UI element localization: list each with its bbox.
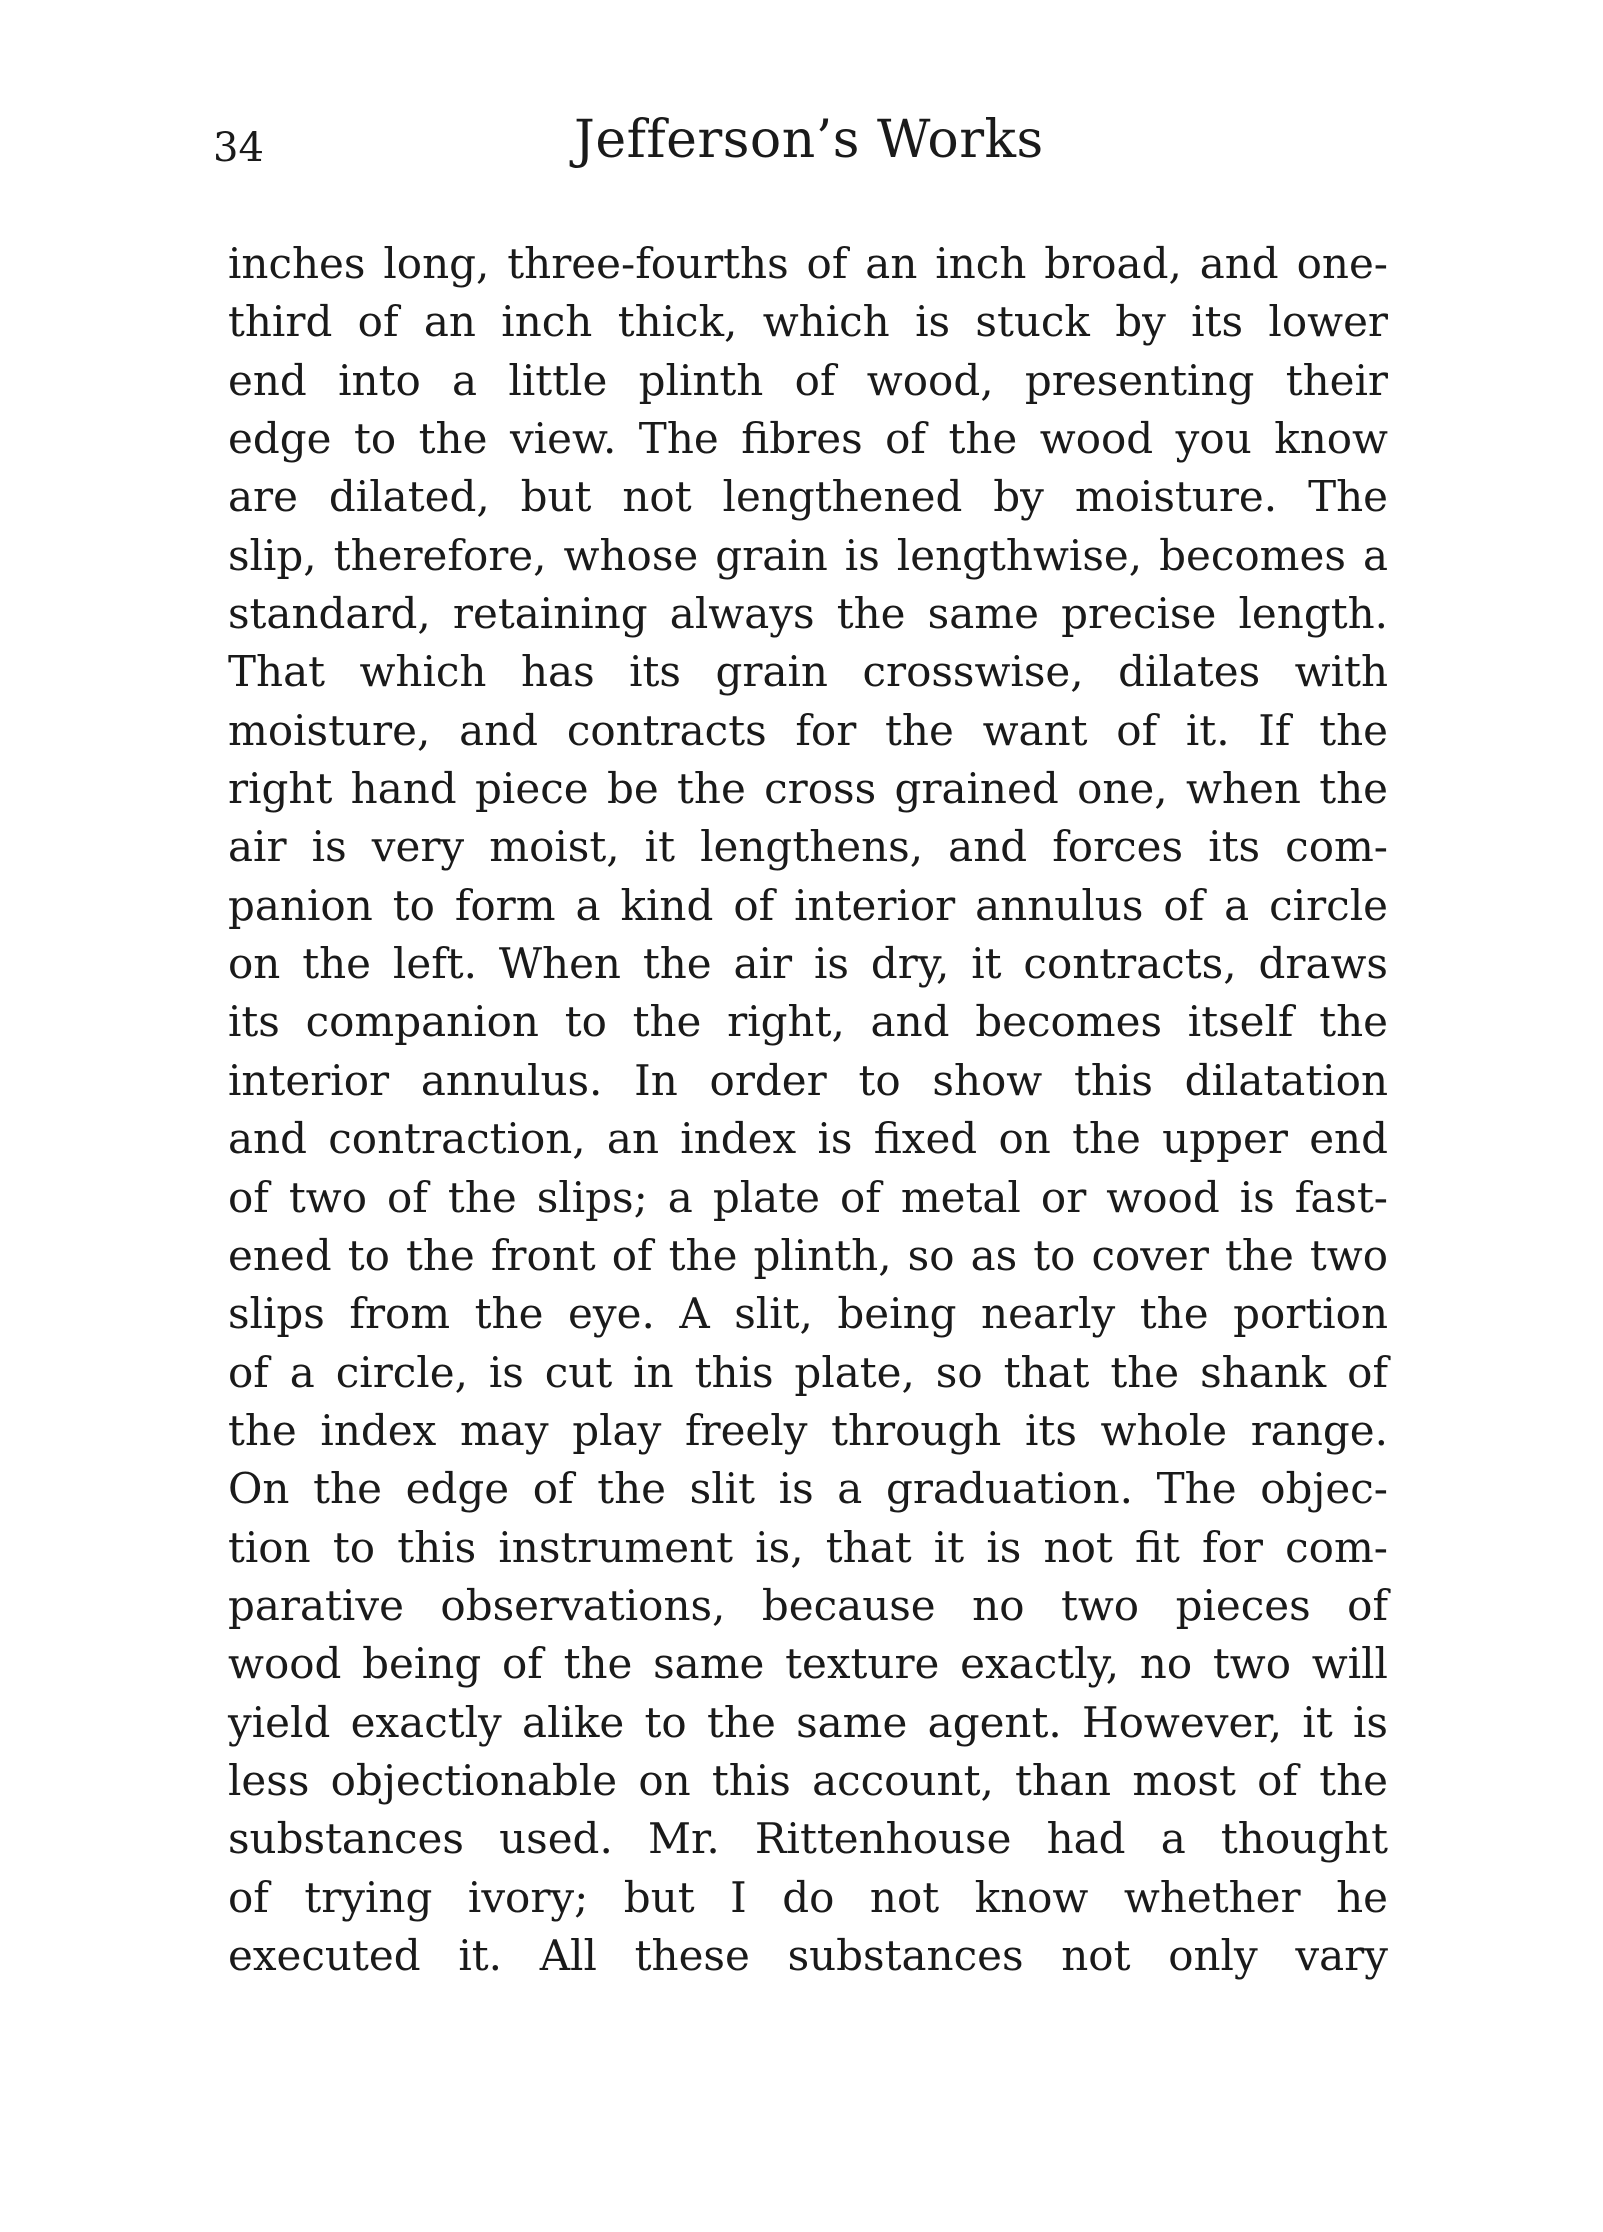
text-line: right hand piece be the cross grained one, when the (228, 764, 1388, 814)
text-line: tion to this instrument is, that it is not fit for com- (228, 1522, 1388, 1572)
text-line: That which has its grain crosswise, dilates with (228, 647, 1388, 697)
text-line: slips from the eye. A slit, being nearly the portion (228, 1289, 1388, 1339)
text-line: interior annulus. In order to show this dilatation (228, 1055, 1388, 1105)
text-line: panion to form a kind of interior annulus of a circle (228, 880, 1388, 930)
text-line: air is very moist, it lengthens, and forces its com- (228, 822, 1388, 872)
running-title: Jefferson’s Works (574, 110, 1044, 170)
text-line: inches long, three-fourths of an inch broad, and one- (228, 239, 1388, 288)
text-line: of two of the slips; a plate of metal or wood is fast- (228, 1172, 1388, 1222)
text-line: its companion to the right, and becomes itself the (228, 997, 1388, 1047)
text-line: end into a little plinth of wood, presenting their (228, 355, 1388, 405)
page-number: 34 (213, 125, 264, 171)
text-line: executed it. All these substances not only vary (228, 1930, 1388, 1980)
text-line: wood being of the same texture exactly, no two will (228, 1639, 1388, 1689)
text-line: and contraction, an index is fixed on the upper end (228, 1114, 1388, 1164)
text-line: of a circle, is cut in this plate, so that the shank of (228, 1347, 1388, 1397)
text-line: edge to the view. The fibres of the wood you know (228, 414, 1388, 464)
text-line: of trying ivory; but I do not know whether he (228, 1872, 1388, 1922)
text-line: substances used. Mr. Rittenhouse had a thought (228, 1814, 1388, 1864)
body-text (228, 235, 1388, 1985)
text-line: less objectionable on this account, than most of the (228, 1755, 1388, 1805)
text-line: on the left. When the air is dry, it contracts, draws (228, 939, 1388, 989)
text-line: On the edge of the slit is a graduation. The objec- (228, 1464, 1388, 1514)
text-line: standard, retaining always the same precise length. (228, 589, 1388, 639)
text-line: parative observations, because no two pieces of (228, 1580, 1388, 1630)
text-line: are dilated, but not lengthened by moisture. The (228, 472, 1388, 522)
text-line: ened to the front of the plinth, so as to cover the two (228, 1230, 1388, 1280)
text-line: yield exactly alike to the same agent. However, it is (228, 1697, 1388, 1747)
text-line: the index may play freely through its whole range. (228, 1405, 1388, 1455)
text-line: third of an inch thick, which is stuck by its lower (228, 297, 1388, 347)
text-line: moisture, and contracts for the want of it. If the (228, 705, 1388, 755)
text-line: slip, therefore, whose grain is lengthwise, becomes a (228, 530, 1388, 580)
